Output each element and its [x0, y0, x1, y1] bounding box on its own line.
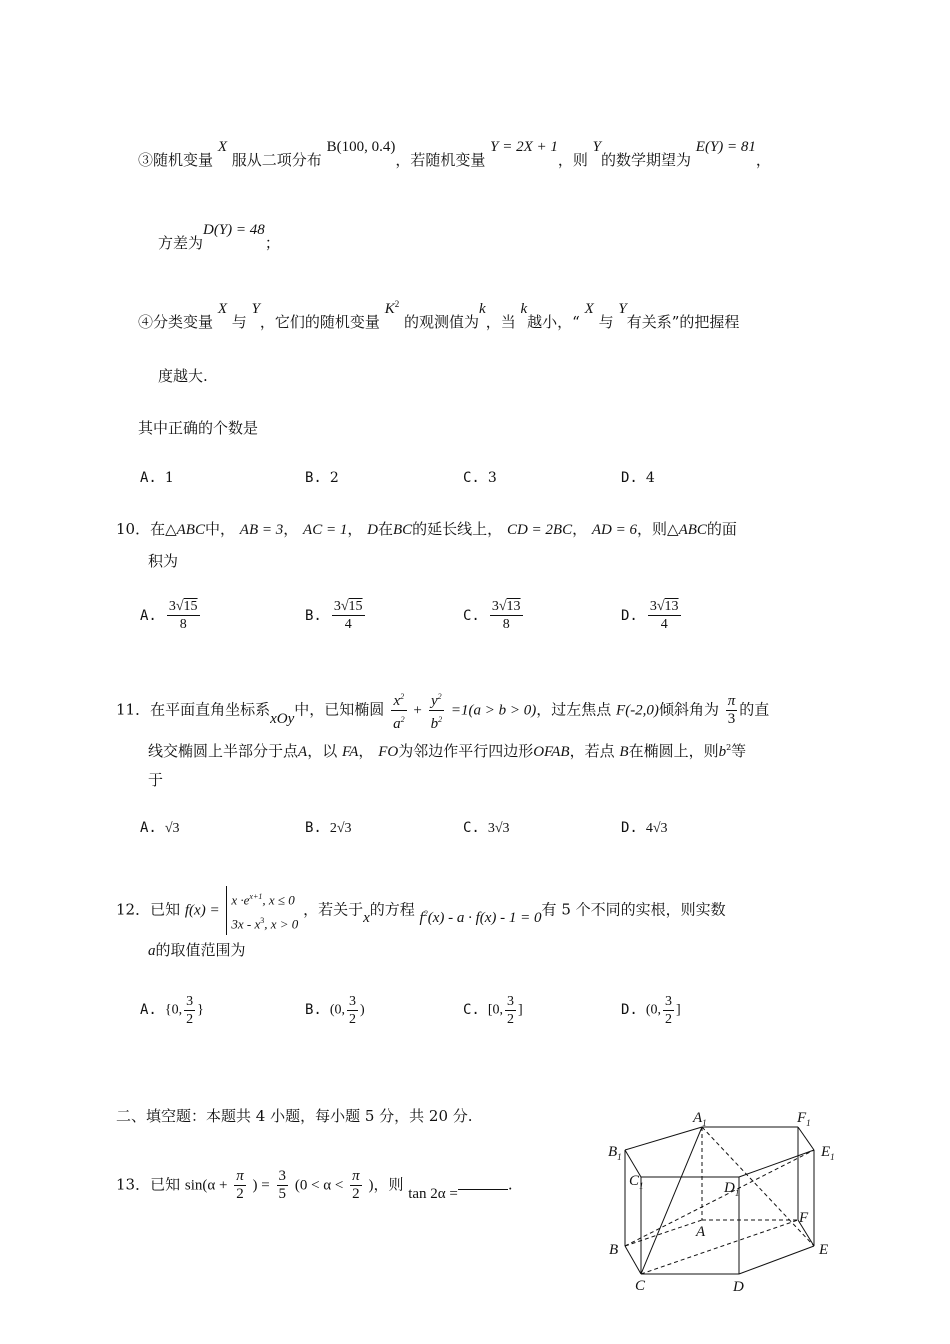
piecewise-function: $x \cdot e^{x+1}$, x ≤ 0 $3x - x^3$, x > 0 [226, 886, 298, 935]
question-11-stem-cont: 线交椭圆上半部分于点A，以 FA， FO为邻边作平行四边形OFAB，若点 B在椭圆上，则$b^2$等 [148, 742, 747, 760]
q9-option-d[interactable]: D. 4 [621, 470, 655, 486]
label-D1: $D_1$ [724, 1180, 740, 1198]
q11-option-a[interactable]: A. √3 [140, 820, 180, 836]
label-E1: $E_1$ [821, 1144, 835, 1162]
q12-option-a[interactable]: A. {0, $\frac{3}{2}$ } [140, 994, 204, 1027]
edge-B1A1 [625, 1127, 702, 1150]
statement-3-cont: 方差为D(Y) = 48； [158, 222, 280, 252]
segment-A1E-hidden [702, 1127, 814, 1246]
statement-3: ③随机变量 X 服从二项分布 B(100, 0.4)，若随机变量 Y = 2X + 1，则 Y的数学期望为 E(Y) = 81， [138, 139, 771, 169]
label-B1: $B_1$ [608, 1144, 622, 1162]
edge-DE [739, 1246, 814, 1274]
q12-option-d[interactable]: D. (0, $\frac{3}{2}$ ] [621, 994, 681, 1027]
edge-BA-hidden [625, 1220, 702, 1246]
q11-option-d[interactable]: D. 4√3 [621, 820, 668, 836]
q11-option-b[interactable]: B. 2√3 [305, 820, 352, 836]
q10-option-d[interactable]: D. $\frac{3√13}{4}$ [621, 599, 679, 632]
q11-option-c[interactable]: C. 3√3 [463, 820, 510, 836]
segment-CA1 [641, 1127, 702, 1274]
q12-option-c[interactable]: C. [0, $\frac{3}{2}$ ] [463, 994, 523, 1027]
statement-4-cont: 度越大. [158, 367, 208, 385]
edge-F1E1 [798, 1127, 814, 1150]
question-10-stem: 10．在△ABC中， AB = 3， AC = 1， D在BC的延长线上， CD = 2BC， AD = 6，则△ABC的面 [116, 520, 737, 538]
label-B: B [609, 1242, 619, 1258]
question-11-stem: 11．在平面直角坐标系xOy中，已知椭圆 $\frac{x^2}{a^2}$ + $\frac{y^2}{b^2}$ =1(a > b > 0)，过左焦点 F(-2,0)倾斜角为 $\frac{\pi}{3}$ 的直 [116, 688, 769, 733]
segment-BE1-hidden [625, 1150, 814, 1246]
q10-option-a[interactable]: A. $\frac{3√15}{8}$ [140, 599, 198, 632]
question-11-stem-cont2: 于 [148, 771, 164, 789]
segment-CF-hidden [641, 1220, 798, 1274]
label-A1: $A_1$ [693, 1110, 707, 1128]
label-D: D [733, 1279, 744, 1295]
question-13-stem: 13．已知 sin(α + $\frac{\pi}{2}$ ) = $\frac{3}{5}$ (0 < α < $\frac{\pi}{2}$ )，则 tan 2α = . [116, 1168, 513, 1202]
question-12-stem: 12．已知 $f(x) = x \cdot e^{x+1}$, x ≤ 0 $3x - x^3$, x > 0 ，若关于x的方程 $f^2(x) - a \cdot f(x) - 1 = 0$有 5 个不同的实根，则实数 [116, 886, 726, 935]
label-F1: $F_1$ [797, 1110, 811, 1128]
q9-option-c[interactable]: C. 3 [463, 470, 497, 486]
q10-option-c[interactable]: C. $\frac{3√13}{8}$ [463, 599, 521, 632]
section-2-title: 二、填空题：本题共 4 小题，每小题 5 分，共 20 分. [116, 1107, 473, 1125]
label-C: C [635, 1278, 646, 1294]
statement-4: ④分类变量 X 与 Y，它们的随机变量 $K^2$ 的观测值为k，当 k越小，“ X 与 Y有关系”的把握程 [138, 299, 740, 331]
question-9-stem: 其中正确的个数是 [138, 419, 259, 437]
label-E: E [819, 1242, 829, 1258]
label-A: A [696, 1224, 706, 1240]
label-C1: $C_1$ [629, 1173, 644, 1191]
question-12-stem-cont: a的取值范围为 [148, 941, 246, 959]
q10-option-b[interactable]: B. $\frac{3√15}{4}$ [305, 599, 363, 632]
q9-option-b[interactable]: B. 2 [305, 470, 339, 486]
label-F: F [799, 1210, 809, 1226]
q12-option-b[interactable]: B. (0, $\frac{3}{2}$ ) [305, 994, 365, 1027]
hexagonal-prism-figure [600, 1100, 850, 1300]
edge-BC [625, 1246, 641, 1274]
question-10-stem-cont: 积为 [148, 552, 179, 570]
edge-D1E1 [739, 1150, 814, 1177]
answer-blank[interactable] [458, 1177, 508, 1190]
q9-option-a[interactable]: A. 1 [140, 470, 174, 486]
